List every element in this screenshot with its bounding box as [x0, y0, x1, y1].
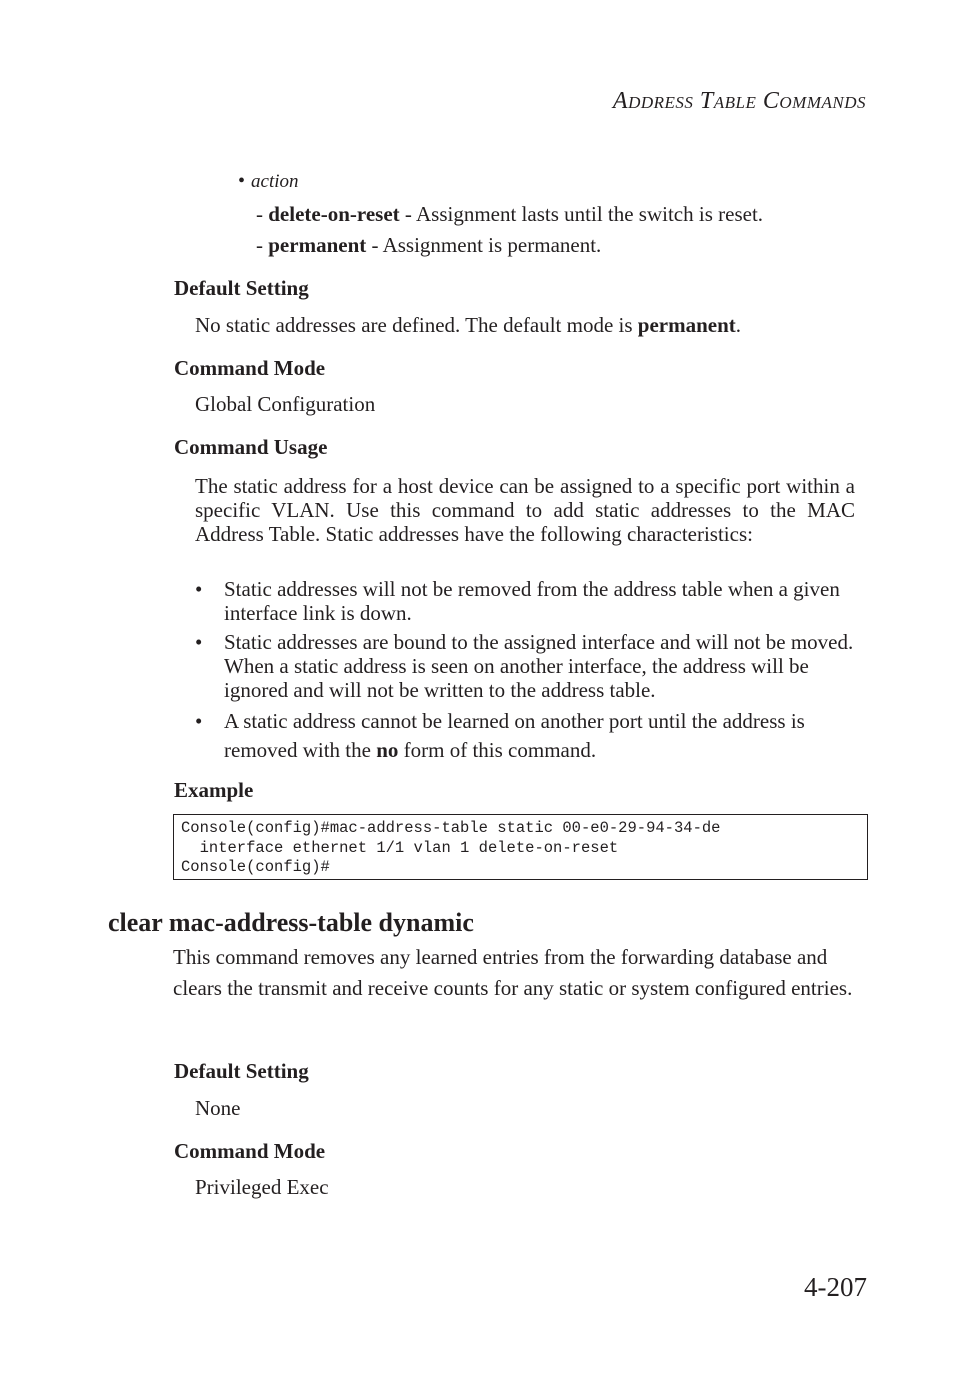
option-delete-on-reset — [256, 202, 763, 227]
command-usage-paragraph: The static address for a host device can be assigned to a specific port within a specific VLAN. Use this command to add static addresses to the MAC Address Table. Static addresses have the following characteristics: — [195, 474, 855, 546]
default-setting-text — [195, 313, 741, 338]
bullet-text-bold: no — [376, 738, 399, 762]
header-rest-3: OMMANDS — [779, 93, 866, 112]
bullet-text-a: A static address cannot be learned on another port until the address is removed with the — [224, 709, 805, 762]
code-line: interface ethernet 1/1 vlan 1 delete-on-reset — [181, 838, 619, 857]
bullet-marker: • — [195, 709, 203, 733]
section-title: clear mac-address-table dynamic — [108, 908, 474, 937]
bullet-text: Static addresses are bound to the assigned interface and will not be moved. When a static address is seen on another interface, the address will be ignored and will not be written to the address table. — [224, 630, 854, 702]
usage-bullet-1 — [195, 577, 865, 625]
option-term: permanent — [268, 233, 367, 257]
option-desc: - Assignment is permanent. — [366, 233, 602, 257]
bullet-text-c: form of this command. — [398, 738, 597, 762]
running-header — [613, 88, 866, 115]
bullet-marker: • — [238, 170, 246, 192]
bullet-marker: • — [195, 577, 203, 601]
page-number: 4-207 — [804, 1272, 867, 1302]
default-setting-heading-2: Default Setting — [174, 1059, 309, 1083]
default-setting-text-2: None — [195, 1096, 241, 1120]
header-cap-3: C — [762, 88, 780, 114]
command-usage-heading: Command Usage — [174, 435, 328, 459]
command-mode-text: Global Configuration — [195, 392, 376, 416]
option-dash: - — [256, 233, 263, 257]
default-setting-text-c: . — [735, 313, 742, 337]
option-term: delete-on-reset — [268, 202, 400, 226]
usage-bullet-3 — [195, 707, 865, 765]
header-rest-2: ABLE — [713, 93, 757, 112]
bullet-text: Static addresses will not be removed from the address table when a given interface link is down. — [224, 577, 840, 625]
header-rest-1: DDRESS — [628, 93, 694, 112]
header-cap-1: A — [612, 88, 629, 114]
default-setting-text-bold: permanent — [637, 313, 736, 337]
option-desc: - Assignment lasts until the switch is reset. — [399, 202, 764, 226]
command-mode-text-2: Privileged Exec — [195, 1175, 329, 1199]
example-heading: Example — [174, 778, 254, 802]
code-line: Console(config)#mac-address-table static 00-e0-29-94-34-de — [181, 819, 721, 837]
code-line: Console(config)# — [181, 858, 330, 876]
bullet-text — [224, 707, 865, 765]
action-bullet — [238, 170, 299, 193]
section-description: This command removes any learned entries from the forwarding database and clears the transmit and receive counts for any static or system configured entries. — [173, 945, 853, 1000]
option-permanent — [256, 233, 601, 258]
command-mode-heading: Command Mode — [174, 356, 326, 380]
command-mode-heading-2: Command Mode — [174, 1139, 326, 1163]
code-example-box — [173, 814, 868, 880]
default-setting-heading: Default Setting — [174, 276, 309, 300]
option-dash: - — [256, 202, 263, 226]
bullet-marker: • — [195, 630, 203, 654]
header-cap-2: T — [699, 88, 714, 114]
action-label: action — [251, 171, 299, 192]
default-setting-text-a: No static addresses are defined. The default mode is — [195, 313, 638, 337]
usage-bullet-2 — [195, 630, 865, 702]
